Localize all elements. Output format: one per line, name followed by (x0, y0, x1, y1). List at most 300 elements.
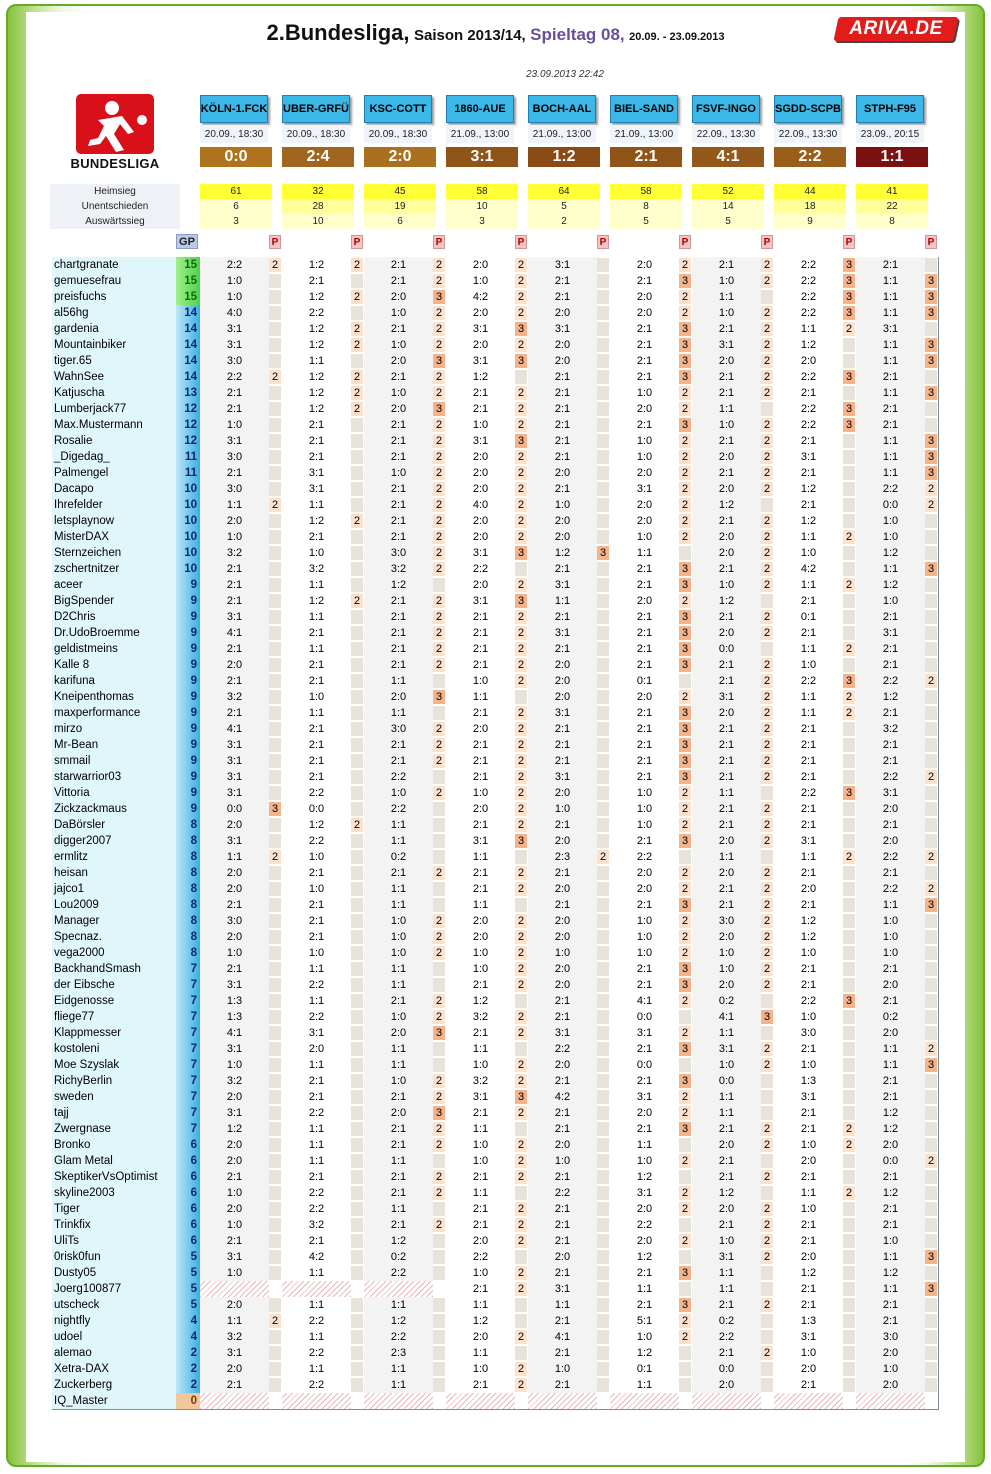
player-name[interactable]: alemao (54, 1347, 92, 1359)
tip-cell: 2:0 (364, 1105, 433, 1121)
table-row[interactable] (52, 1137, 939, 1153)
player-name[interactable]: Sternzeichen (54, 547, 122, 559)
player-name[interactable]: Mountainbiker (54, 339, 127, 351)
tip-cell: 1:1 (774, 641, 843, 657)
player-name[interactable]: geldistmeins (54, 643, 118, 655)
quote-value: 6 (364, 214, 436, 229)
table-row[interactable] (52, 1041, 939, 1057)
table-row[interactable] (52, 689, 939, 705)
table-row[interactable] (52, 833, 939, 849)
table-row[interactable] (52, 817, 939, 833)
player-name[interactable]: Xetra-DAX (54, 1363, 109, 1375)
points-cell: 2 (433, 786, 445, 800)
points-cell: 3 (515, 434, 527, 448)
table-row[interactable] (52, 929, 939, 945)
points-cell (351, 1282, 363, 1296)
table-row[interactable] (52, 897, 939, 913)
table-row[interactable] (52, 993, 939, 1009)
player-name[interactable]: Lumberjack77 (54, 403, 127, 415)
player-name[interactable]: Specnaz. (54, 931, 102, 943)
player-name[interactable]: 0risk0fun (54, 1251, 101, 1263)
table-row[interactable] (52, 289, 939, 305)
points-cell: 2 (433, 370, 445, 384)
points-cell: 3 (433, 402, 445, 416)
player-name[interactable]: Zuckerberg (54, 1379, 113, 1391)
player-name[interactable]: aceer (54, 579, 83, 591)
table-row[interactable] (52, 545, 939, 561)
player-name[interactable]: der Eibsche (54, 979, 115, 991)
tip-cell: 2:1 (774, 865, 843, 881)
points-cell: 2 (761, 1346, 773, 1360)
player-name[interactable]: D2Chris (54, 611, 96, 623)
points-cell (843, 898, 855, 912)
tip-cell: 1:0 (200, 1217, 269, 1233)
player-name[interactable]: SkeptikerVsOptimist (54, 1171, 158, 1183)
table-row[interactable] (52, 881, 939, 897)
points-cell: 2 (515, 498, 527, 512)
player-name[interactable]: Klappmesser (54, 1027, 122, 1039)
player-name[interactable]: Katjuscha (54, 387, 105, 399)
table-row[interactable] (52, 609, 939, 625)
player-name[interactable]: Mr-Bean (54, 739, 99, 751)
table-row[interactable] (52, 721, 939, 737)
tip-cell: 2:0 (856, 1377, 925, 1393)
points-cell: 2 (351, 290, 363, 304)
points-cell: 2 (761, 466, 773, 480)
quote-value: 58 (610, 184, 682, 199)
points-column-header[interactable]: P (597, 235, 609, 249)
table-row[interactable] (52, 401, 939, 417)
quote-label-1: Unentschieden (50, 199, 180, 214)
points-cell (269, 658, 281, 672)
table-row[interactable] (52, 385, 939, 401)
table-row[interactable] (52, 1217, 939, 1233)
tip-cell: 2:2 (610, 849, 679, 865)
points-cell (351, 1042, 363, 1056)
points-cell (269, 690, 281, 704)
player-name[interactable]: Glam Metal (54, 1155, 113, 1167)
player-name[interactable]: BigSpender (54, 595, 115, 607)
quote-label-2: Auswärtssieg (50, 214, 180, 229)
player-name[interactable]: Zickzackmaus (54, 803, 127, 815)
points-column-header[interactable]: P (351, 235, 363, 249)
player-name[interactable]: sweden (54, 1091, 94, 1103)
table-row[interactable] (52, 801, 939, 817)
table-row[interactable] (52, 657, 939, 673)
player-name[interactable]: Ihrefelder (54, 499, 103, 511)
table-row[interactable] (52, 1025, 939, 1041)
tip-cell: 3:0 (200, 913, 269, 929)
tip-cell: 2:0 (364, 353, 433, 369)
player-name[interactable]: vega2000 (54, 947, 105, 959)
player-name[interactable]: Bronko (54, 1139, 91, 1151)
player-name[interactable]: utscheck (54, 1299, 100, 1311)
player-name[interactable]: Zwergnase (54, 1123, 111, 1135)
quote-value: 32 (282, 184, 354, 199)
table-row[interactable] (52, 705, 939, 721)
points-cell (351, 978, 363, 992)
match-header[interactable]: FSVF-INGO (692, 95, 760, 123)
points-cell (761, 498, 773, 512)
ariva-logo[interactable] (833, 17, 958, 41)
tip-cell: 2:1 (774, 1377, 843, 1393)
player-name[interactable]: Joerg100877 (54, 1283, 122, 1295)
tip-cell: 3:2 (200, 689, 269, 705)
table-row[interactable] (52, 561, 939, 577)
table-row[interactable] (52, 1121, 939, 1137)
points-cell (351, 674, 363, 688)
tip-cell: 2:0 (610, 593, 679, 609)
tip-cell: 1:2 (610, 1345, 679, 1361)
table-row[interactable] (52, 1201, 939, 1217)
tip-cell: 2:1 (528, 273, 597, 289)
points-cell (351, 530, 363, 544)
player-name[interactable]: preisfuchs (54, 291, 107, 303)
tip-cell: 1:2 (856, 1105, 925, 1121)
tip-cell: 1:1 (774, 705, 843, 721)
player-name[interactable]: zschertnitzer (54, 563, 120, 575)
table-row[interactable] (52, 1169, 939, 1185)
player-name[interactable]: tiger.65 (54, 355, 92, 367)
tip-cell: 2:1 (282, 753, 351, 769)
match-header[interactable]: BOCH-AAL (528, 95, 596, 123)
player-name[interactable]: Dacapo (54, 483, 94, 495)
points-cell (433, 706, 445, 720)
gp-value: 12 (184, 435, 197, 447)
player-name[interactable]: DaBörsler (54, 819, 106, 831)
table-row[interactable] (52, 369, 939, 385)
table-row[interactable] (52, 1393, 939, 1409)
points-column-header[interactable]: P (269, 235, 281, 249)
player-name[interactable]: al56hg (54, 307, 89, 319)
points-cell (269, 1362, 281, 1376)
player-name[interactable]: UliTs (54, 1235, 79, 1247)
player-name[interactable]: Kalle 8 (54, 659, 90, 671)
player-name[interactable]: gardenia (54, 323, 99, 335)
points-cell (515, 1346, 527, 1360)
table-row[interactable] (52, 593, 939, 609)
points-cell (925, 690, 937, 704)
table-row[interactable] (52, 305, 939, 321)
table-row[interactable] (52, 673, 939, 689)
points-cell: 3 (679, 1074, 691, 1088)
player-name[interactable]: Kneipenthomas (54, 691, 134, 703)
league-title: 2.Bundesliga, (266, 20, 410, 45)
tip-cell: 2:1 (774, 593, 843, 609)
tip-cell: 2:1 (364, 481, 433, 497)
gp-value: 9 (190, 803, 197, 815)
tip-cell: 1:2 (692, 593, 761, 609)
gp-value: 11 (184, 467, 197, 479)
match-header[interactable]: UBER-GRFÜ (282, 95, 350, 123)
tip-cell: 2:0 (692, 865, 761, 881)
table-row[interactable] (52, 849, 939, 865)
match-header[interactable]: STPH-F95 (856, 95, 924, 123)
player-name[interactable]: gemuesefrau (54, 275, 122, 287)
points-cell (925, 1394, 937, 1408)
points-cell (761, 1074, 773, 1088)
player-name[interactable]: karifuna (54, 675, 95, 687)
points-cell (925, 514, 937, 528)
tip-cell: 2:1 (282, 449, 351, 465)
table-row[interactable] (52, 257, 939, 273)
points-cell (679, 1170, 691, 1184)
player-name[interactable]: _Digedag_ (54, 451, 110, 463)
table-row[interactable] (52, 1345, 939, 1361)
player-name[interactable]: RichyBerlin (54, 1075, 113, 1087)
tip-cell: 2:0 (528, 881, 597, 897)
tip-cell: 2:0 (692, 625, 761, 641)
points-cell: 2 (761, 514, 773, 528)
match-date: 23.09., 20:15 (856, 125, 924, 143)
tip-cell (364, 1281, 433, 1297)
tip-cell: 2:2 (200, 369, 269, 385)
player-name[interactable]: jajco1 (54, 883, 85, 895)
gp-column-header[interactable]: GP (176, 234, 198, 249)
player-name[interactable]: IQ_Master (54, 1395, 108, 1407)
table-row[interactable] (52, 1233, 939, 1249)
table-row[interactable] (52, 449, 939, 465)
tip-cell: 2:1 (200, 401, 269, 417)
tip-cell: 2:1 (528, 1105, 597, 1121)
points-cell (925, 786, 937, 800)
player-name[interactable]: maxperformance (54, 707, 141, 719)
table-row[interactable] (52, 1297, 939, 1313)
points-cell (269, 1218, 281, 1232)
tip-cell: 1:0 (692, 1233, 761, 1249)
table-row[interactable] (52, 753, 939, 769)
player-name[interactable]: Vittoria (54, 787, 90, 799)
match-header[interactable]: BIEL-SAND (610, 95, 678, 123)
player-name[interactable]: Trinkfix (54, 1219, 91, 1231)
tip-cell: 4:0 (446, 497, 515, 513)
table-row[interactable] (52, 961, 939, 977)
table-row[interactable] (52, 1073, 939, 1089)
tip-cell: 1:0 (364, 1073, 433, 1089)
table-row[interactable] (52, 513, 939, 529)
tip-cell: 3:2 (200, 545, 269, 561)
table-row[interactable] (52, 273, 939, 289)
player-name[interactable]: BackhandSmash (54, 963, 141, 975)
player-name[interactable]: WahnSee (54, 371, 105, 383)
table-row[interactable] (52, 625, 939, 641)
points-column-header[interactable]: P (761, 235, 773, 249)
tip-cell: 4:1 (692, 1009, 761, 1025)
points-column-header[interactable]: P (515, 235, 527, 249)
table-row[interactable] (52, 737, 939, 753)
table-row[interactable] (52, 481, 939, 497)
table-row[interactable] (52, 337, 939, 353)
table-row[interactable] (52, 577, 939, 593)
tip-cell: 2:1 (282, 273, 351, 289)
points-cell (597, 322, 609, 336)
points-cell: 3 (925, 274, 937, 288)
points-cell (925, 1362, 937, 1376)
tip-cell: 2:2 (774, 257, 843, 273)
table-row[interactable] (52, 785, 939, 801)
points-cell: 2 (433, 866, 445, 880)
player-name[interactable]: Tiger (54, 1203, 80, 1215)
player-name[interactable]: Eidgenosse (54, 995, 115, 1007)
table-row[interactable] (52, 1057, 939, 1073)
table-row[interactable] (52, 497, 939, 513)
table-row[interactable] (52, 1185, 939, 1201)
points-cell (269, 818, 281, 832)
player-name[interactable]: Dr.UdoBroemme (54, 627, 140, 639)
table-row[interactable] (52, 865, 939, 881)
table-row[interactable] (52, 977, 939, 993)
tip-cell: 1:0 (610, 801, 679, 817)
player-name[interactable]: smmail (54, 755, 91, 767)
tip-cell: 2:1 (528, 865, 597, 881)
points-column-header[interactable]: P (925, 235, 937, 249)
points-cell: 3 (925, 386, 937, 400)
player-name[interactable]: Max.Mustermann (54, 419, 143, 431)
player-name[interactable]: fliege77 (54, 1011, 95, 1023)
tip-cell: 2:1 (282, 1233, 351, 1249)
points-cell (269, 290, 281, 304)
quote-value: 6 (200, 199, 272, 214)
player-name[interactable]: mirzo (54, 723, 83, 735)
points-column-header[interactable]: P (843, 235, 855, 249)
tip-cell: 2:0 (528, 673, 597, 689)
table-row[interactable] (52, 1089, 939, 1105)
tip-cell: 1:1 (364, 881, 433, 897)
points-cell: 3 (679, 722, 691, 736)
points-cell (269, 1106, 281, 1120)
player-name[interactable]: Moe Szyslak (54, 1059, 120, 1071)
player-name[interactable]: MisterDAX (54, 531, 109, 543)
points-cell: 3 (925, 1250, 937, 1264)
table-row[interactable] (52, 1249, 939, 1265)
points-cell (433, 1154, 445, 1168)
tip-cell: 2:2 (282, 1185, 351, 1201)
match-header[interactable]: KSC-COTT (364, 95, 432, 123)
points-cell (515, 1250, 527, 1264)
tip-cell: 2:1 (692, 465, 761, 481)
points-cell (597, 1042, 609, 1056)
points-cell (925, 322, 937, 336)
player-name[interactable]: Lou2009 (54, 899, 99, 911)
points-cell: 2 (679, 466, 691, 480)
points-cell (351, 1138, 363, 1152)
tip-cell: 2:1 (446, 865, 515, 881)
table-row[interactable] (52, 529, 939, 545)
table-row[interactable] (52, 945, 939, 961)
tip-cell: 2:1 (446, 881, 515, 897)
match-header[interactable]: KÖLN-1.FCK (200, 95, 268, 123)
table-row[interactable] (52, 321, 939, 337)
points-cell (351, 1010, 363, 1024)
table-row[interactable] (52, 1313, 939, 1329)
quote-value: 19 (364, 199, 436, 214)
points-cell (351, 1058, 363, 1072)
points-column-header[interactable]: P (679, 235, 691, 249)
player-name[interactable]: letsplaynow (54, 515, 115, 527)
tip-cell: 2:1 (774, 433, 843, 449)
gp-value: 8 (190, 819, 197, 831)
points-cell: 2 (761, 706, 773, 720)
table-row[interactable] (52, 465, 939, 481)
tip-cell: 2:1 (610, 1121, 679, 1137)
points-cell (433, 1250, 445, 1264)
table-row[interactable] (52, 1153, 939, 1169)
match-header[interactable]: SGDD-SCPB (774, 95, 842, 123)
table-row[interactable] (52, 1105, 939, 1121)
points-cell (843, 866, 855, 880)
table-row[interactable] (52, 769, 939, 785)
table-row[interactable] (52, 353, 939, 369)
tip-cell: 3:1 (692, 1249, 761, 1265)
points-cell (843, 610, 855, 624)
points-cell (351, 610, 363, 624)
table-row[interactable] (52, 1265, 939, 1281)
tip-cell: 2:1 (282, 769, 351, 785)
table-row[interactable] (52, 641, 939, 657)
tip-cell: 1:0 (446, 945, 515, 961)
player-name[interactable]: starwarrior03 (54, 771, 122, 783)
points-cell (597, 690, 609, 704)
player-name[interactable]: nightfly (54, 1315, 91, 1327)
player-name[interactable]: Manager (54, 915, 100, 927)
tip-cell: 1:0 (446, 1137, 515, 1153)
tip-cell: 2:1 (774, 961, 843, 977)
table-row[interactable] (52, 1329, 939, 1345)
points-cell (269, 530, 281, 544)
player-name[interactable]: heisan (54, 867, 88, 879)
table-row[interactable] (52, 913, 939, 929)
player-name[interactable]: skyline2003 (54, 1187, 115, 1199)
tip-cell: 2:2 (856, 881, 925, 897)
table-row[interactable] (52, 433, 939, 449)
table-row[interactable] (52, 1281, 939, 1297)
table-row[interactable] (52, 1361, 939, 1377)
points-cell (925, 866, 937, 880)
tip-cell: 2:1 (610, 353, 679, 369)
player-name[interactable]: Dusty05 (54, 1267, 97, 1279)
gp-value: 5 (190, 1283, 197, 1295)
player-name[interactable]: Palmengel (54, 467, 109, 479)
points-cell: 2 (433, 930, 445, 944)
tip-cell: 2:0 (692, 977, 761, 993)
points-cell (843, 1298, 855, 1312)
tip-cell: 2:1 (528, 721, 597, 737)
quote-value: 5 (528, 199, 600, 214)
player-name[interactable]: chartgranate (54, 259, 119, 271)
match-header[interactable]: 1860-AUE (446, 95, 514, 123)
gp-value: 5 (190, 1251, 197, 1263)
points-cell: 2 (761, 274, 773, 288)
quote-value: 2 (528, 214, 600, 229)
table-row[interactable] (52, 1377, 939, 1393)
player-name[interactable]: kostoleni (54, 1043, 100, 1055)
points-cell (843, 978, 855, 992)
player-name[interactable]: udoel (54, 1331, 83, 1343)
points-cell (269, 914, 281, 928)
player-name[interactable]: tajj (54, 1107, 69, 1119)
tip-cell: 2:1 (610, 961, 679, 977)
points-cell (597, 290, 609, 304)
tip-cell: 1:1 (856, 433, 925, 449)
points-column-header[interactable]: P (433, 235, 445, 249)
player-name[interactable]: Rosalie (54, 435, 93, 447)
player-name[interactable]: ermlitz (54, 851, 88, 863)
tip-cell: 2:1 (364, 657, 433, 673)
table-row[interactable] (52, 417, 939, 433)
player-name[interactable]: digger2007 (54, 835, 112, 847)
table-row[interactable] (52, 1009, 939, 1025)
tip-cell: 1:1 (282, 1297, 351, 1313)
